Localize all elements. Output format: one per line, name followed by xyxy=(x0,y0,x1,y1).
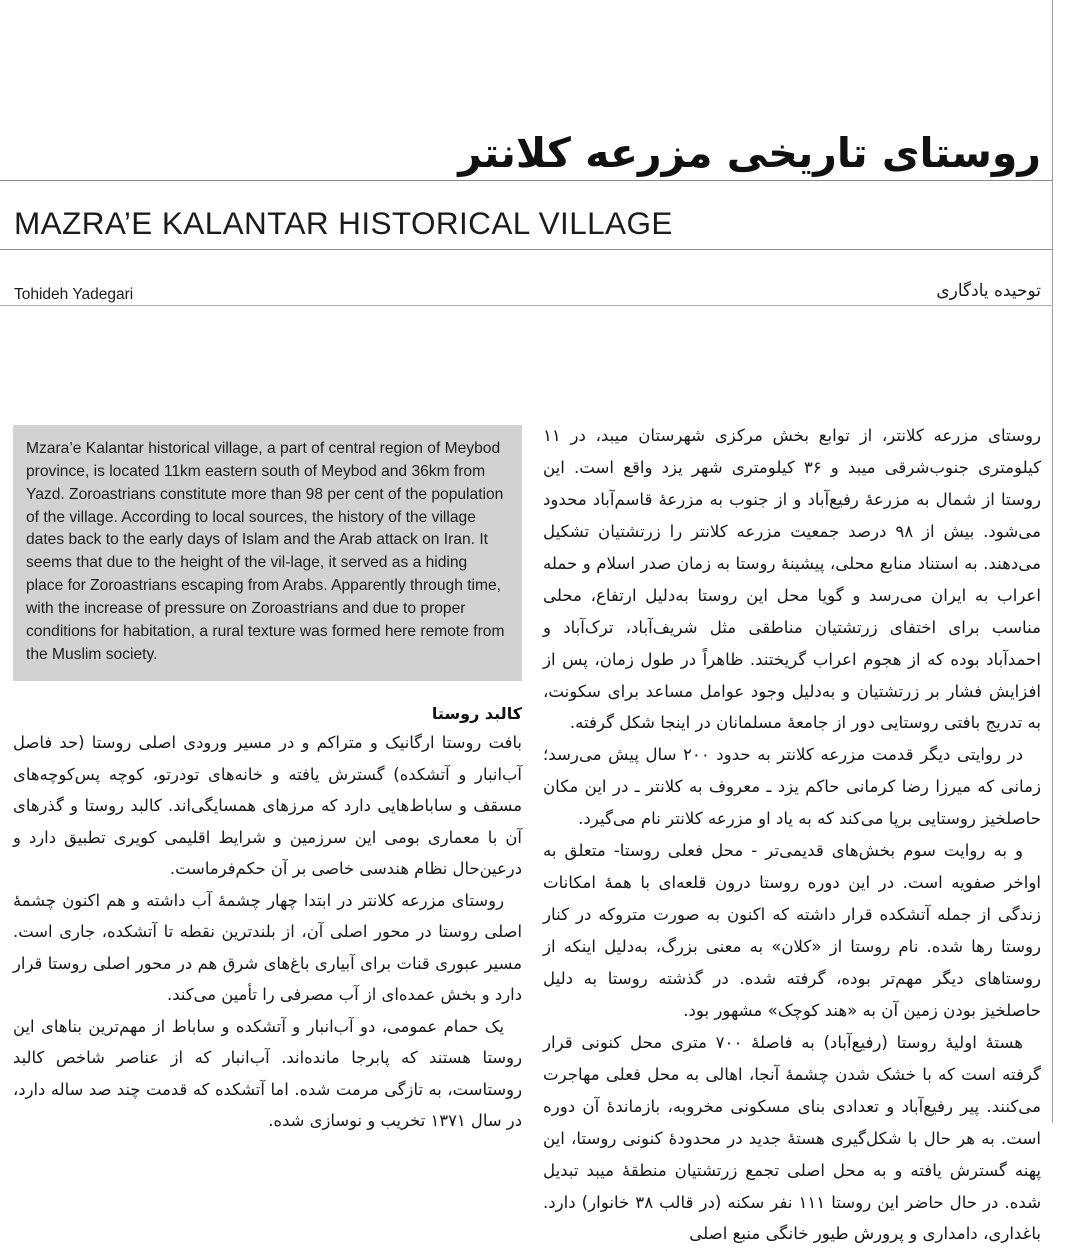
left-paragraph-3: یک حمام عمومی، دو آب‌انبار و آتشکده و ساباط از مهم‌ترین بناهای این روستا هستند که پابرجا مانده‌اند. آب‌انبار که از عناصر شاخص کالبد روستاست، به تازگی مرمت شده. اما آتشکده که قدمت چند صد ساله دارد، در سال ۱۳۷۱ تخریب و نوسازی شده. xyxy=(13,1016,522,1131)
right-paragraph-2: در روایتی دیگر قدمت مزرعه کلانتر به حدود ۲۰۰ سال پیش می‌رسد؛ زمانی که میرزا رضا کرمانی حاکم یزد ـ معروف به کلانتر ـ در این مکان حاصلخیز روستایی برپا می‌کند که به یاد او مزرعه کلانتر نام می‌گیرد. xyxy=(543,745,1041,829)
right-column xyxy=(543,420,1041,1250)
left-paragraph-2: روستای مزرعه کلانتر در ابتدا چهار چشمۀ آب داشته و هم اکنون چشمۀ اصلی روستا در محور اصلی آن، از بلندترین نقطه تا آتشکده، جاری است. مسیر عبوری قنات برای آبیاری باغ‌های شرق هم در محور اصلی روستا قرار دارد و بخش عمده‌ای از آب مصرفی را تأمین می‌کند. xyxy=(13,890,522,1005)
right-paragraph-4: هستۀ اولیۀ روستا (رفیع‌آباد) به فاصلۀ ۷۰۰ متری محل کنونی قرار گرفته است که با خشک شدن چشمۀ آنجا، اهالی به محل فعلی مهاجرت می‌کنند. پیر رفیع‌آباد و تعدادی بنای مسکونی مخروبه، بازماندۀ آن دوره است. به هر حال با شکل‌گیری هستۀ جدید در محدودۀ کنونی روستا، این پهنه گسترش یافته و به محل اصلی تجمع زرتشتیان منطقۀ میبد تبدیل شده. در حال حاضر این روستا ۱۱۱ نفر سکنه (در قالب ۳۸ خانوار) دارد. باغداری، دامداری و پرورش طیور خانگی منبع اصلی xyxy=(543,1032,1041,1244)
article-header xyxy=(0,0,1053,330)
left-column xyxy=(13,425,522,1137)
header-rule-author xyxy=(0,305,1053,306)
author-name-english: Tohideh Yadegari xyxy=(14,286,134,303)
author-name-farsi: توحیده یادگاری xyxy=(936,281,1041,301)
right-paragraph-3: و به روایت سوم بخش‌های قدیمی‌تر - محل فعلی روستا- متعلق به اواخر صفویه است. در این دوره روستا درون قلعه‌ای با همۀ امکانات زندگی از جمله آتشکده قرار داشته که اکنون به صورت متروکه در کنار روستا رها شده. نام روستا از «کلان» به معنی بزرگ، به‌دلیل اینکه از روستاهای دیگر مهم‌تر بوده، گرفته شده. در گذشته روستا به دلیل حاصلخیز بودن زمین آن به «هند کوچک» مشهور بود. xyxy=(543,841,1041,1020)
left-paragraph-1: بافت روستا ارگانیک و متراکم و در مسیر ورودی اصلی روستا (حد فاصل آب‌انبار و آتشکده) گسترش یافته و خانه‌های تودرتو، کوچه پس‌کوچه‌های مسقف و ساباط‌هایی دارد که مرزهای همسایگی‌اند. کالبد روستا و گذرهای آن با معماری بومی این سرزمین و شرایط اقلیمی کویری تطبیق دارد و درعین‌حال نظام هندسی خاصی بر آن حکم‌فرماست. xyxy=(13,733,522,879)
header-rule-middle xyxy=(0,249,1053,250)
header-rule-top xyxy=(0,180,1053,181)
section-heading-kalbod-roosta: کالبد روستا xyxy=(431,704,522,724)
page-title-english: MAZRA’E KALANTAR HISTORICAL VILLAGE xyxy=(14,205,673,241)
abstract-text: Mzara’e Kalantar historical village, a part of central region of Meybod province, is located 11km eastern south of Meybod and 36km from Yazd. Zoroastrians constitute more than 98 per cent of the population of the village. According to local sources, the history of the village dates back to the early days of Islam and the Arab attack on Iran. It seems that due to the height of the vil-lage, it served as a hiding place for Zoroastrians escaping from Arabs. Apparently through time, with the increase of pressure on Zoroastrians and due to proper conditions for habitation, a rural texture was formed here remote from the Muslim society. xyxy=(26,440,505,663)
page-title-farsi: روستای تاریخی مزرعه کلانتر xyxy=(458,129,1041,177)
right-paragraph-1: روستای مزرعه کلانتر، از توابع بخش مرکزی شهرستان میبد، در ۱۱ کیلومتری جنوب‌شرقی میبد و ۳۶ کیلومتری شهر یزد واقع است. این روستا از شمال به مزرعۀ رفیع‌آباد و از جنوب به مزرعۀ قاسم‌آباد محدود می‌شود. بیش از ۹۸ درصد جمعیت مزرعه کلانتر را زرتشتیان تشکیل می‌دهند. به استناد منابع محلی، پیشینۀ روستا به زمان صدر اسلام و حمله اعراب به ایران می‌رسد و گویا محل این روستا به‌دلیل ارتفاع، محلی مناسب برای اختفای زرتشتیان مناطقی مثل شریف‌آباد، ترک‌آباد و احمدآباد بوده که از هجوم اعراب گریختند. ظاهراً در طول زمان، پس از افزایش فشار بر زرتشتیان و به‌دلیل وجود عوامل مساعد برای سکونت، به تدریج بافتی روستایی دور از جامعۀ مسلمانان در اینجا شکل گرفته. xyxy=(543,426,1041,733)
abstract-box xyxy=(13,425,522,681)
